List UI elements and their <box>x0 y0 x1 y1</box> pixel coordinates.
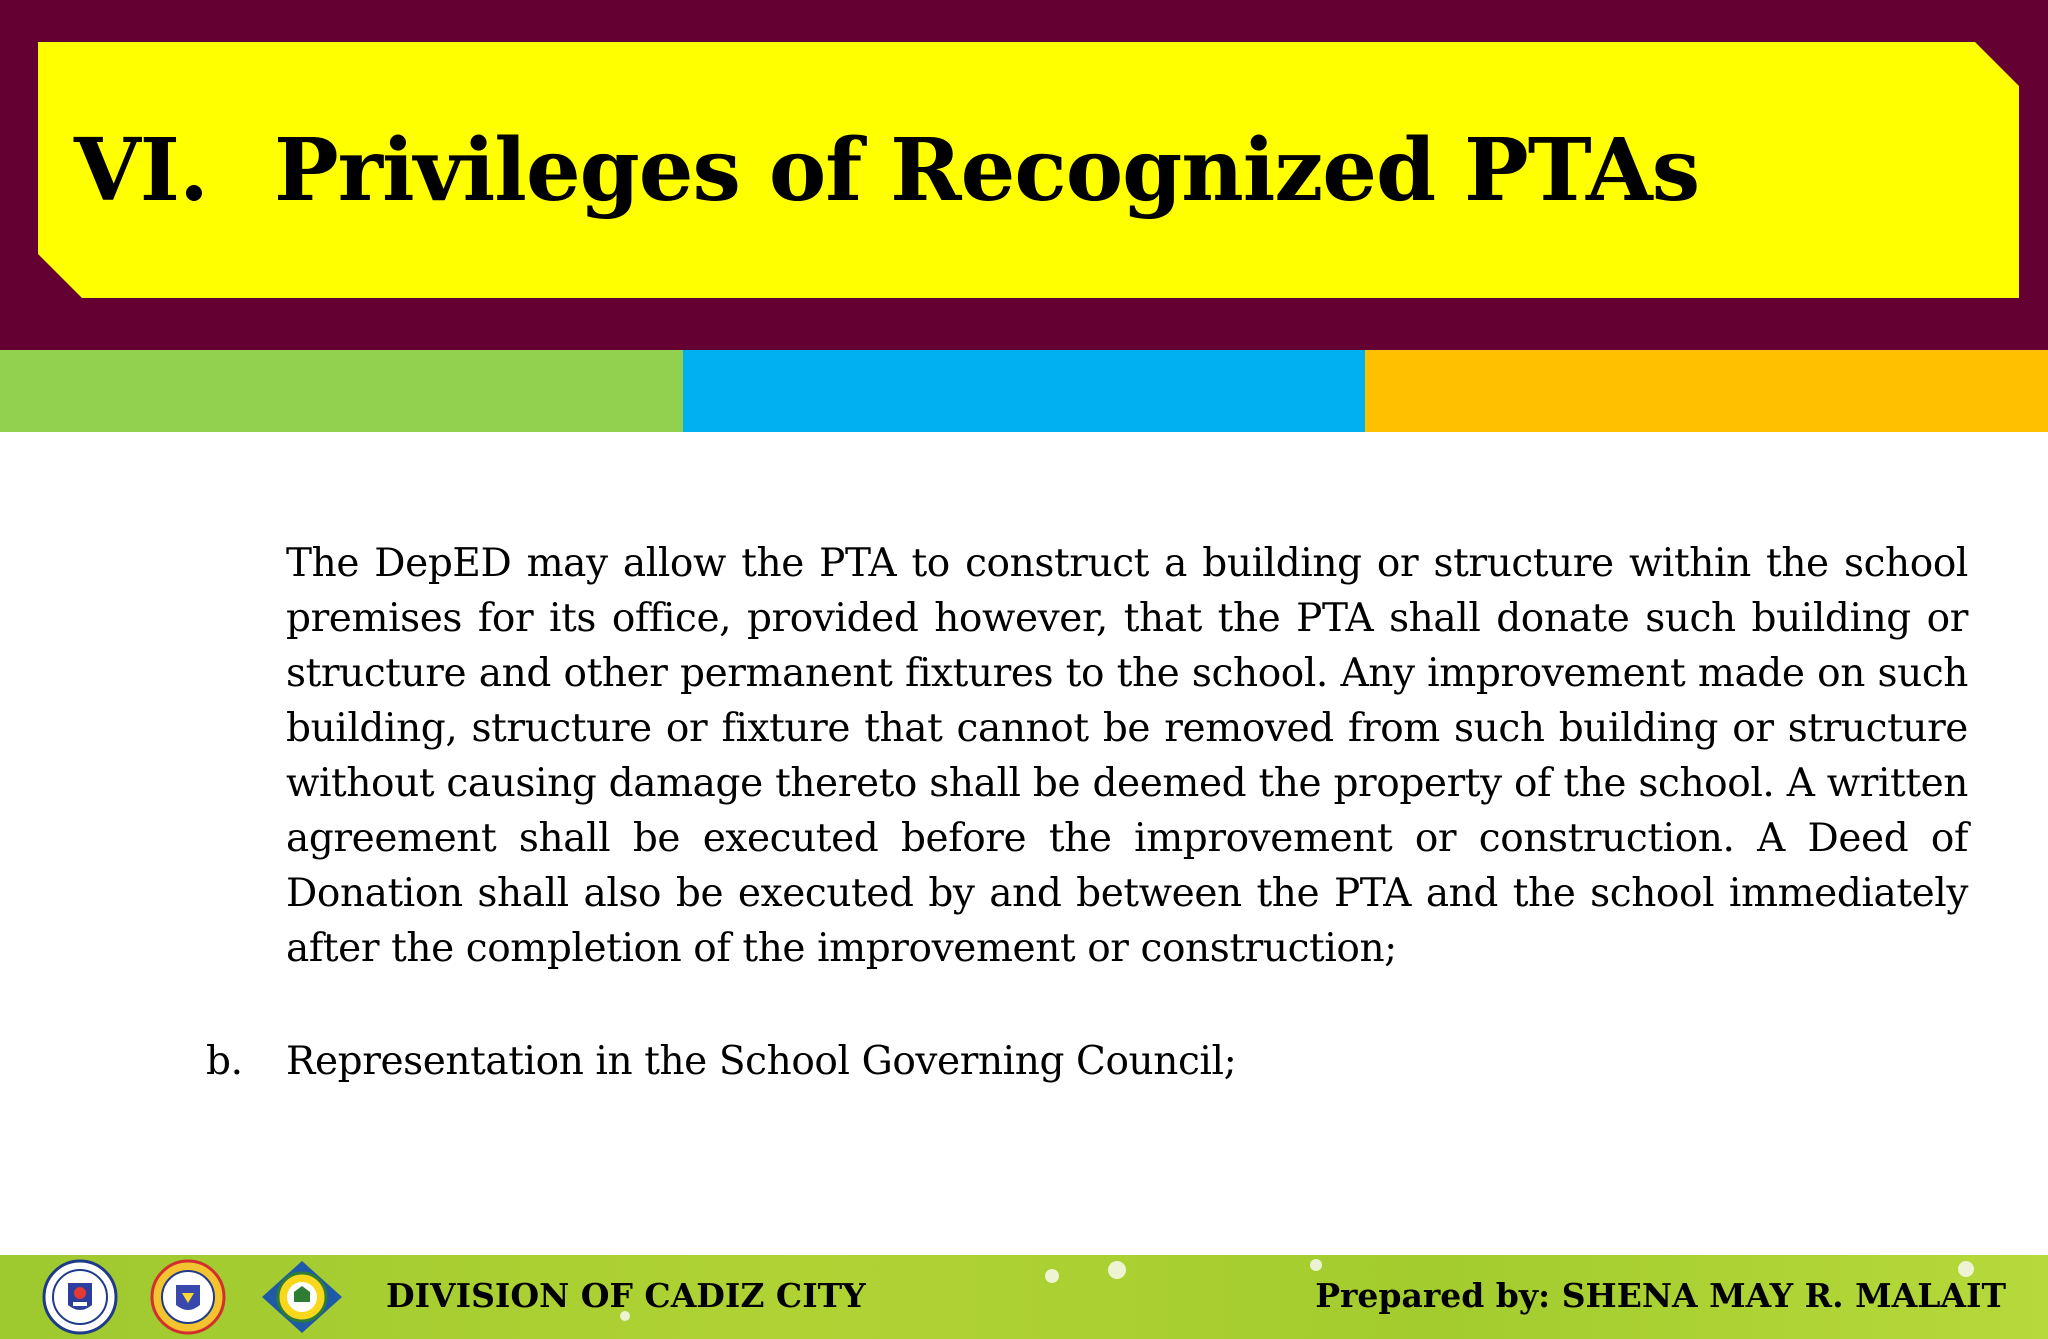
prepared-by-label: Prepared by: SHENA MAY R. MALAIT <box>1315 1276 2006 1315</box>
list-item <box>206 1034 1966 1089</box>
slide-title <box>38 42 2019 298</box>
cadiz-city-seal-icon <box>258 1259 346 1335</box>
deped-seal-icon <box>36 1259 124 1335</box>
body-paragraph: The DepED may allow the PTA to construct a building or structure within the school premises for its office, provided however, that the PTA shall donate such building or structure and other permanent fixtures to the school. Any improvement made on such building, structure or fixture that cannot be removed from such building or structure without causing damage thereto shall be deemed the property of the school. A written agreement shall be executed before the improvement or construction. A Deed of Donation shall also be executed by and between the PTA and the school immediately after the completion of the improvement or construction; <box>286 541 1968 971</box>
footer-decoration <box>1108 1261 1126 1279</box>
title-number: VI. <box>74 119 208 221</box>
list-item-text: Representation in the School Governing Council; <box>286 1039 1237 1084</box>
stripe-green <box>0 350 683 432</box>
deped-division-seal-icon <box>144 1259 232 1335</box>
color-stripes <box>0 350 2048 432</box>
footer-decoration <box>1045 1269 1059 1283</box>
title-text: Privileges of Recognized PTAs <box>274 119 1700 221</box>
footer-decoration <box>1310 1259 1322 1271</box>
stripe-blue <box>683 350 1366 432</box>
division-label: DIVISION OF CADIZ CITY <box>386 1276 866 1315</box>
list-item-marker: b. <box>206 1039 243 1084</box>
stripe-orange <box>1365 350 2048 432</box>
